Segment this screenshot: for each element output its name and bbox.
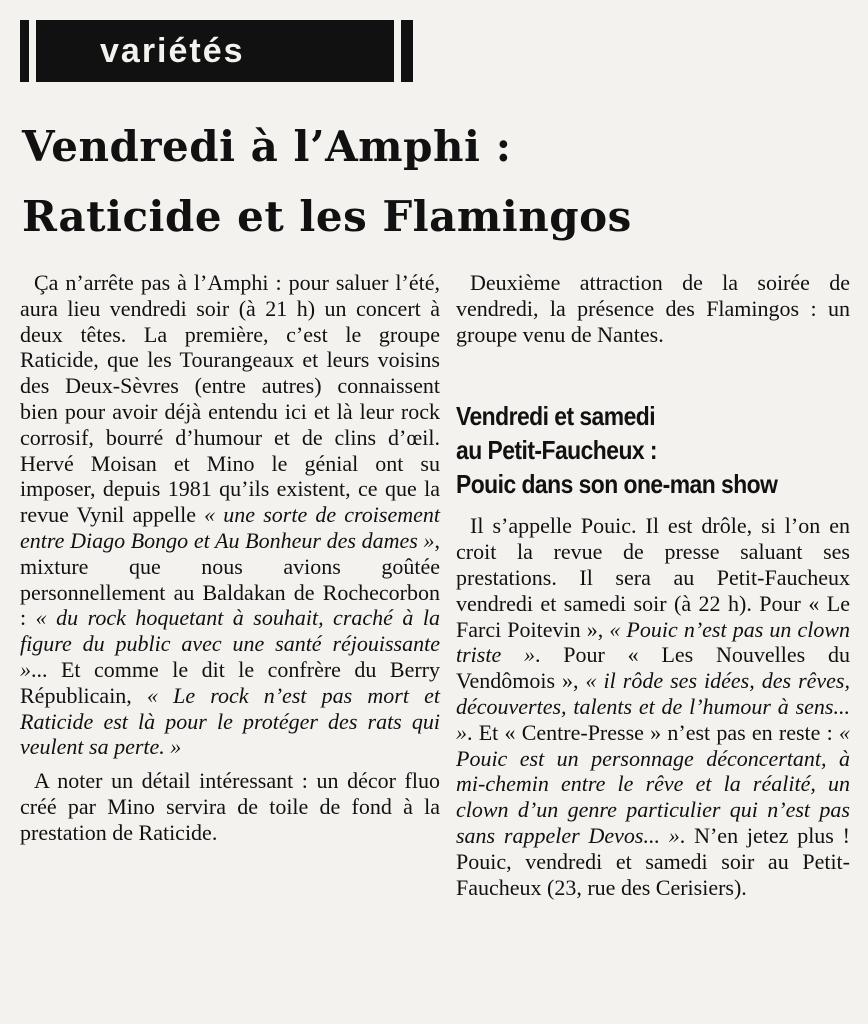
left-paragraph-1: Ça n’arrête pas à l’Amphi : pour saluer l’été, aura lieu vendredi soir (à 21 h) un concert à deux têtes. La première, c’est le groupe Raticide, que les Tourangeaux et leurs voisins des Deux-Sèvres (entre autres) connaissent bien pour avoir déjà entendu ici et là leur rock corrosif, bourré d’humour et de clins d’œil. Hervé Moisan et Mino le génial ont su imposer, depuis 1981 qu’ils existent, ce que la revue Vynil appelle « une sorte de croisement entre Diago Bongo et Au Bonheur des dames », mixture que nous avions goûtée personnellement au Baldakan de Rochecorbon : « du rock hoquetant à souhait, craché à la figure du public avec une santé réjouissante »... Et comme le dit le confrère du Berry Républicain, « Le rock n’est pas mort et Raticide est là pour le protéger des rats qui veulent sa perte. »: [20, 270, 440, 760]
left-paragraph-2: A noter un détail intéressant : un décor fluo créé par Mino servira de toile de fond à la prestation de Raticide.: [20, 768, 440, 845]
subheadline-line-2: au Petit-Faucheux :: [456, 435, 658, 466]
headline: [22, 112, 842, 252]
subheadline: [456, 399, 843, 501]
rubric-label: variétés: [36, 20, 394, 82]
right-paragraph-2: Il s’appelle Pouic. Il est drôle, si l’on en croit la revue de presse saluant ses prestations. Il sera au Petit-Faucheux vendredi et samedi soir (à 22 h). Pour « Le Farci Poitevin », « Pouic n’est pas un clown triste ». Pour « Les Nouvelles du Vendômois », « il rôde ses idées, des rêves, découvertes, talents et de l’humour à sens... ». Et « Centre-Presse » n’est pas en reste : « Pouic est un personnage déconcertant, à mi-chemin entre le rêve et la réalité, un clown d’un genre particulier qui n’est pas sans rappeler Devos... ». N’en jetez plus ! Pouic, vendredi et samedi soir au Petit-Faucheux (23, rue des Cerisiers).: [456, 513, 850, 900]
rubric-bar-left: [20, 20, 29, 82]
headline-line-1: Vendredi à l’Amphi :: [22, 122, 512, 171]
rubric-bar-right: [401, 20, 413, 82]
section-rubric: [20, 20, 416, 82]
left-column: [20, 270, 440, 846]
subheadline-line-1: Vendredi et samedi: [456, 401, 656, 432]
headline-line-2: Raticide et les Flamingos: [22, 192, 632, 241]
subheadline-line-3: Pouic dans son one-man show: [456, 469, 778, 500]
right-paragraph-1: Deuxième attraction de la soirée de vendredi, la présence des Flamingos : un groupe venu de Nantes.: [456, 270, 850, 347]
right-column: [456, 270, 850, 900]
